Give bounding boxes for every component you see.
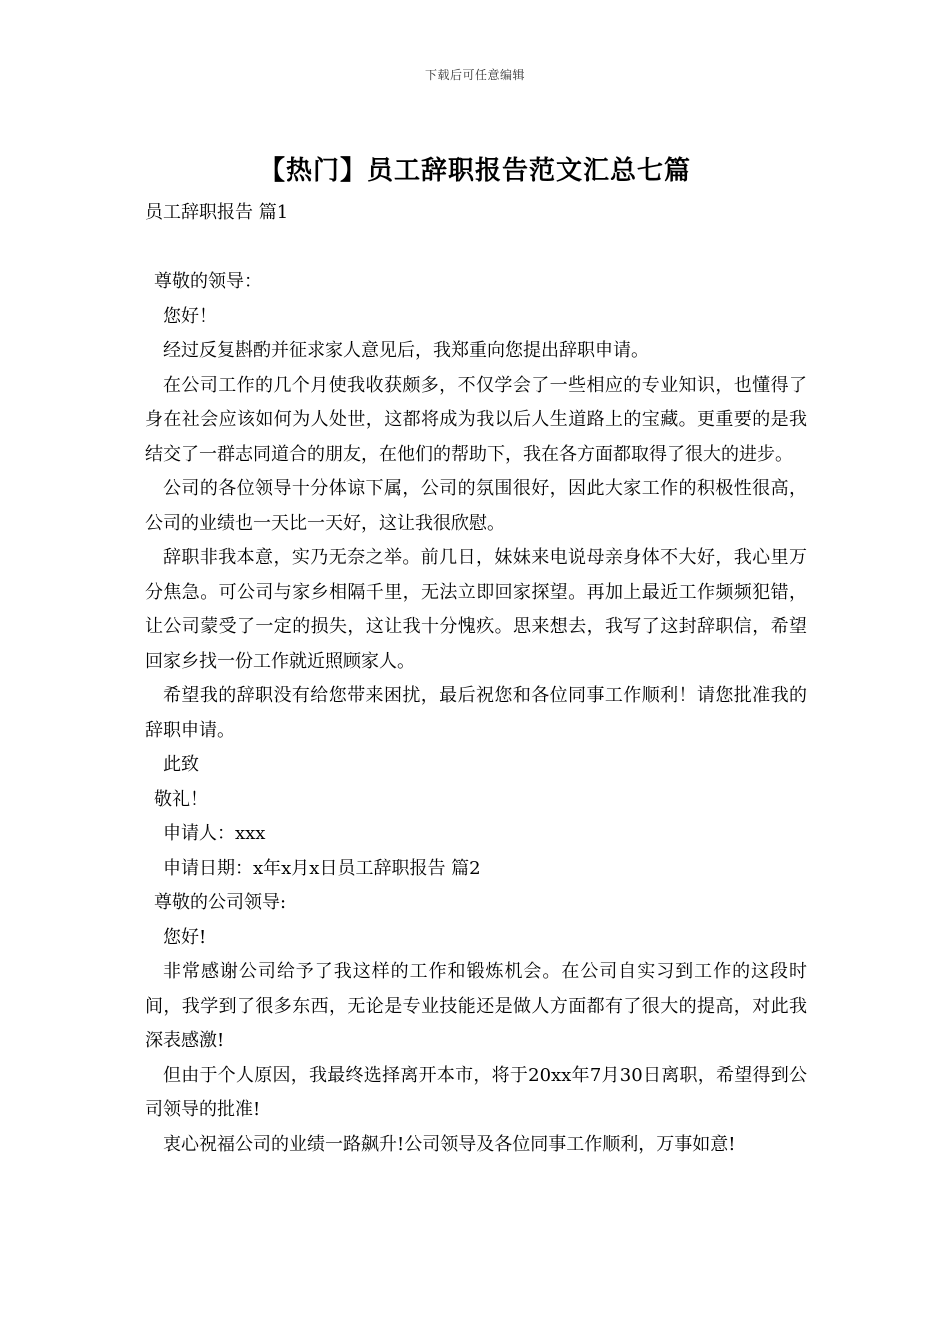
paragraph: 公司的各位领导十分体谅下属，公司的氛围很好，因此大家工作的积极性很高，公司的业绩也一天比一天好，这让我很欣慰。: [145, 478, 807, 534]
paragraph: 但由于个人原因，我最终选择离开本市，将于20xx年7月30日离职，希望得到公司领导的批准!: [145, 1064, 807, 1120]
salutation: 尊敬的公司领导:: [154, 892, 287, 913]
header-note: 下载后可任意编辑: [424, 68, 525, 82]
paragraph: 非常感谢公司给予了我这样的工作和锻炼机会。在公司自实习到工作的这段时间，我学到了很多东西，无论是专业技能还是做人方面都有了很大的提高，对此我深表感激!: [145, 961, 807, 1051]
section-heading: 员工辞职报告 篇1: [145, 202, 289, 223]
paragraph: 衷心祝福公司的业绩一路飙升!公司领导及各位同事工作顺利，万事如意!: [163, 1133, 736, 1155]
paragraph: 辞职非我本意，实乃无奈之举。前几日，妹妹来电说母亲身体不大好，我心里万分焦急。可公司与家乡相隔千里，无法立即回家探望。再加上最近工作频频犯错，让公司蒙受了一定的损失，这让我十分愧疚。思来想去，我写了这封辞职信，希望回家乡找一份工作就近照顾家人。: [145, 547, 807, 672]
closing-line: 此致: [163, 754, 199, 775]
greeting: 您好!: [163, 926, 207, 948]
document-body: [145, 196, 807, 1162]
closing-line: 敬礼！: [154, 788, 208, 810]
applicant-line: 申请人：xxx: [163, 823, 266, 844]
salutation: 尊敬的领导：: [154, 271, 262, 292]
greeting: 您好！: [163, 305, 217, 327]
paragraph: 希望我的辞职没有给您带来困扰，最后祝您和各位同事工作顺利！请您批准我的辞职申请。: [145, 685, 807, 741]
date-line: 申请日期：x年x月x日员工辞职报告 篇2: [163, 857, 481, 879]
paragraph: 在公司工作的几个月使我收获颇多，不仅学会了一些相应的专业知识，也懂得了身在社会应该如何为人处世，这都将成为我以后人生道路上的宝藏。更重要的是我结交了一群志同道合的朋友，在他们的帮助下，我在各方面都取得了很大的进步。: [145, 374, 807, 465]
document-title: 【热门】员工辞职报告范文汇总七篇: [258, 156, 691, 186]
paragraph: 经过反复斟酌并征求家人意见后，我郑重向您提出辞职申请。: [163, 340, 649, 361]
